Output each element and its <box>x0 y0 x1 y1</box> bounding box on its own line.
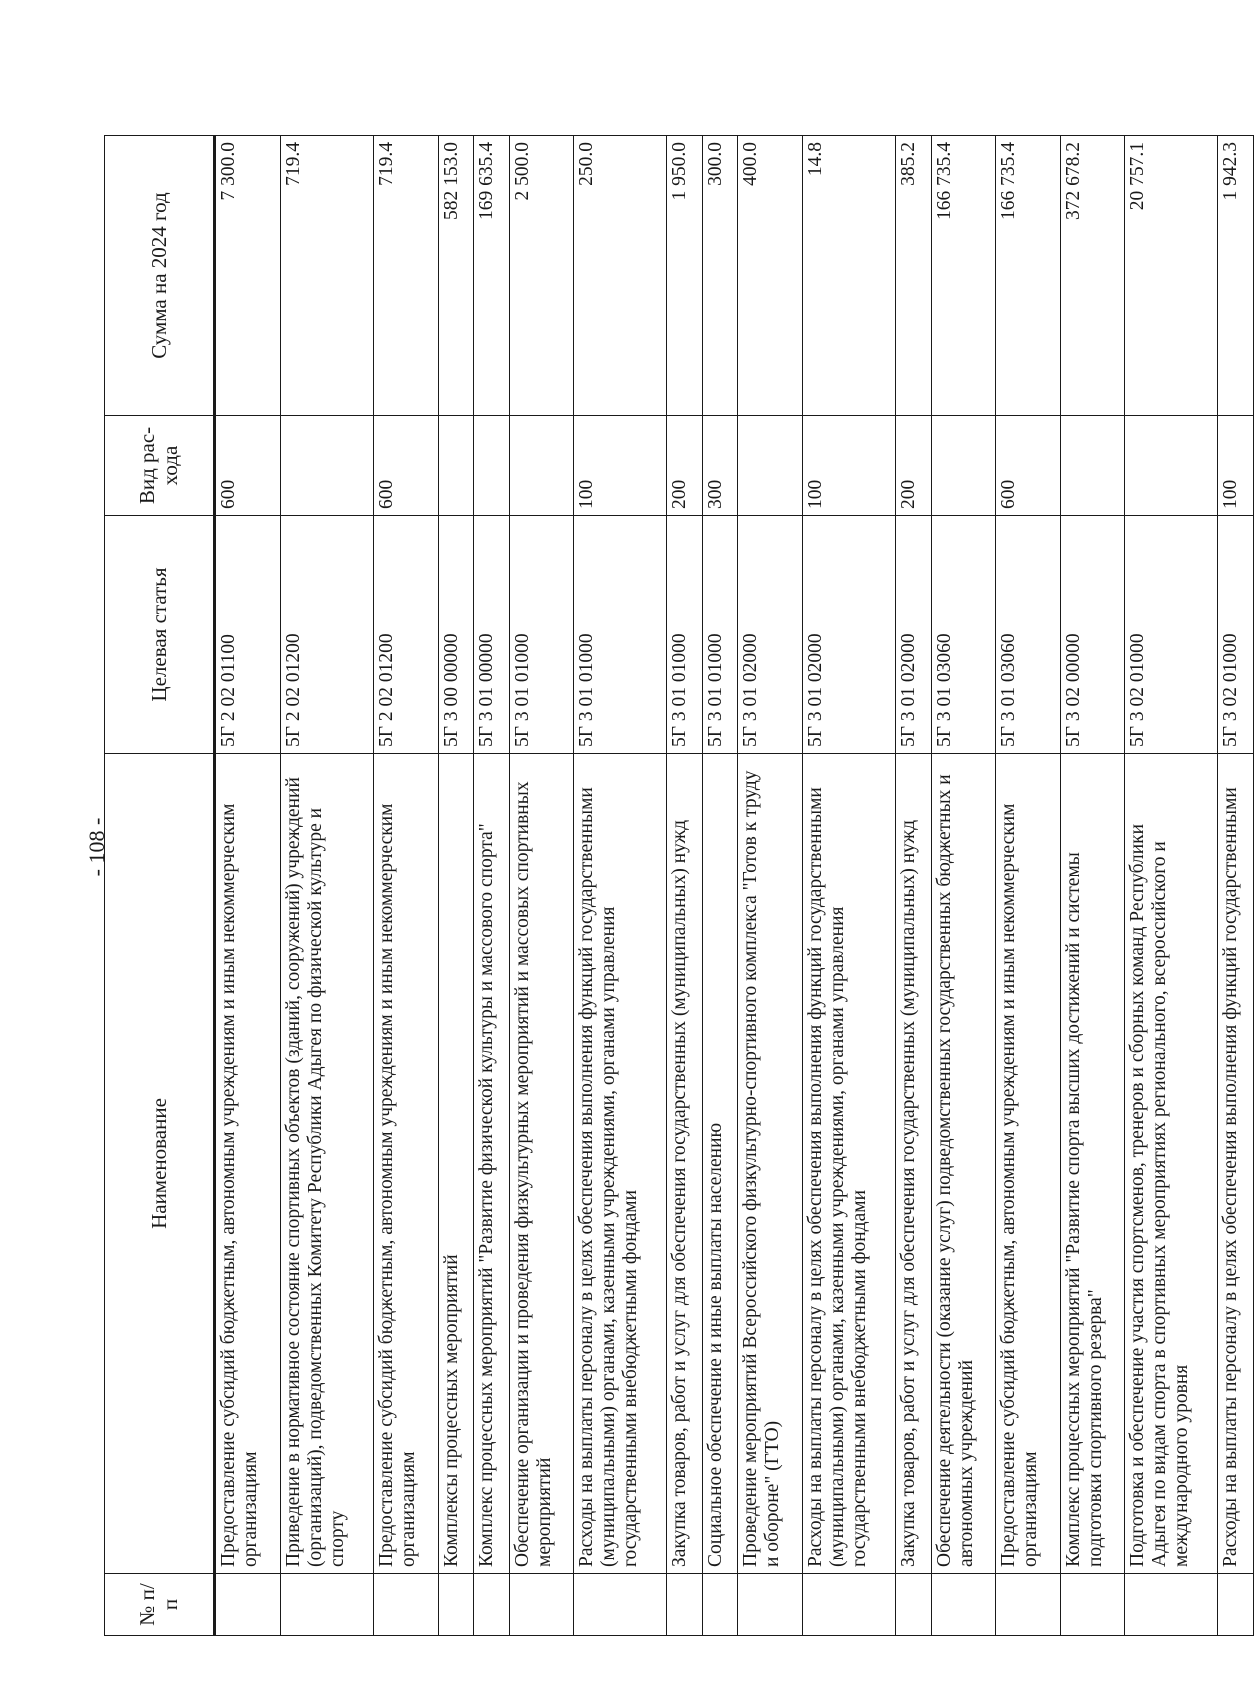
cell-code: 5Г 2 02 01200 <box>280 516 373 754</box>
cell-num <box>931 1574 995 1636</box>
cell-vr <box>931 416 995 516</box>
cell-code: 5Г 3 01 00000 <box>474 516 510 754</box>
cell-code: 5Г 3 01 03060 <box>931 516 995 754</box>
cell-name: Расходы на выплаты персоналу в целях обеспечения выполнения функций государственными (муниципальными) органами, казенными учреждениями, органами управления государственными внебюджетными фондами <box>802 754 895 1574</box>
table-row <box>509 136 573 1636</box>
cell-code: 5Г 3 01 03060 <box>996 516 1060 754</box>
table-row <box>374 136 438 1636</box>
cell-vr: 200 <box>896 416 932 516</box>
cell-name: Расходы на выплаты персоналу в целях обеспечения выполнения функций государственными <box>1218 754 1254 1574</box>
cell-sum: 20 757.1 <box>1125 136 1218 416</box>
cell-num <box>215 1574 281 1636</box>
cell-name: Обеспечение деятельности (оказание услуг) подведомственных государственных бюджетных и автономных учреждений <box>931 754 995 1574</box>
cell-num <box>896 1574 932 1636</box>
header-num: № п/п <box>105 1574 215 1636</box>
cell-name: Комплексы процессных мероприятий <box>438 754 474 1574</box>
cell-num <box>1218 1574 1254 1636</box>
header-name: Наименование <box>105 754 215 1574</box>
cell-name: Предоставление субсидий бюджетным, автономным учреждениям и иным некоммерческим организациям <box>215 754 281 1574</box>
cell-sum: 7 300.0 <box>215 136 281 416</box>
cell-num <box>574 1574 667 1636</box>
cell-vr: 300 <box>702 416 738 516</box>
cell-sum: 166 735.4 <box>996 136 1060 416</box>
cell-sum: 300.0 <box>702 136 738 416</box>
cell-sum: 14.8 <box>802 136 895 416</box>
table-row <box>738 136 802 1636</box>
page-number: - 108 - <box>84 817 109 877</box>
cell-sum: 719.4 <box>280 136 373 416</box>
cell-sum: 582 153.0 <box>438 136 474 416</box>
cell-name: Проведение мероприятий Всероссийского физкультурно-спортивного комплекса "Готов к труду и обороне" (ГТО) <box>738 754 802 1574</box>
table-header-row <box>105 136 215 1636</box>
table-row <box>280 136 373 1636</box>
cell-num <box>738 1574 802 1636</box>
cell-sum: 372 678.2 <box>1060 136 1124 416</box>
table-row <box>574 136 667 1636</box>
table-row <box>702 136 738 1636</box>
cell-num <box>474 1574 510 1636</box>
cell-sum: 169 635.4 <box>474 136 510 416</box>
cell-name: Комплекс процессных мероприятий "Развитие спорта высших достижений и системы подготовки спортивного резерва" <box>1060 754 1124 1574</box>
cell-num <box>374 1574 438 1636</box>
cell-name: Предоставление субсидий бюджетным, автономным учреждениям и иным некоммерческим организациям <box>374 754 438 1574</box>
cell-vr: 600 <box>996 416 1060 516</box>
budget-table-container <box>104 136 1254 1636</box>
cell-name: Предоставление субсидий бюджетным, автономным учреждениям и иным некоммерческим организациям <box>996 754 1060 1574</box>
table-row <box>1060 136 1124 1636</box>
cell-sum: 166 735.4 <box>931 136 995 416</box>
cell-code: 5Г 3 01 01000 <box>667 516 703 754</box>
budget-table <box>104 135 1254 1636</box>
cell-sum: 2 500.0 <box>509 136 573 416</box>
cell-vr <box>738 416 802 516</box>
cell-sum: 1 942.3 <box>1218 136 1254 416</box>
cell-vr: 100 <box>802 416 895 516</box>
table-row <box>896 136 932 1636</box>
table-row <box>931 136 995 1636</box>
cell-code: 5Г 3 01 02000 <box>896 516 932 754</box>
cell-vr <box>474 416 510 516</box>
cell-vr <box>438 416 474 516</box>
cell-name: Социальное обеспечение и иные выплаты населению <box>702 754 738 1574</box>
cell-name: Закупка товаров, работ и услуг для обеспечения государственных (муниципальных) нужд <box>667 754 703 1574</box>
cell-num <box>1125 1574 1218 1636</box>
cell-num <box>509 1574 573 1636</box>
cell-sum: 400.0 <box>738 136 802 416</box>
table-row <box>802 136 895 1636</box>
cell-vr: 200 <box>667 416 703 516</box>
cell-num <box>996 1574 1060 1636</box>
header-code: Целевая статья <box>105 516 215 754</box>
header-vr: Вид рас-хода <box>105 416 215 516</box>
cell-num <box>438 1574 474 1636</box>
cell-vr <box>509 416 573 516</box>
cell-vr <box>1125 416 1218 516</box>
cell-sum: 385.2 <box>896 136 932 416</box>
cell-code: 5Г 3 02 00000 <box>1060 516 1124 754</box>
table-row <box>1218 136 1254 1636</box>
cell-code: 5Г 3 01 01000 <box>509 516 573 754</box>
cell-name: Обеспечение организации и проведения физкультурных мероприятий и массовых спортивных мероприятий <box>509 754 573 1574</box>
cell-name: Комплекс процессных мероприятий "Развитие физической культуры и массового спорта" <box>474 754 510 1574</box>
cell-code: 5Г 3 01 01000 <box>702 516 738 754</box>
table-row <box>667 136 703 1636</box>
cell-vr: 600 <box>374 416 438 516</box>
cell-code: 5Г 2 02 01100 <box>215 516 281 754</box>
table-row <box>215 136 281 1636</box>
cell-code: 5Г 3 02 01000 <box>1218 516 1254 754</box>
cell-num <box>1060 1574 1124 1636</box>
table-row <box>996 136 1060 1636</box>
cell-sum: 719.4 <box>374 136 438 416</box>
cell-code: 5Г 3 01 01000 <box>574 516 667 754</box>
cell-num <box>667 1574 703 1636</box>
cell-num <box>702 1574 738 1636</box>
cell-num <box>280 1574 373 1636</box>
cell-code: 5Г 3 00 00000 <box>438 516 474 754</box>
cell-num <box>802 1574 895 1636</box>
cell-code: 5Г 3 02 01000 <box>1125 516 1218 754</box>
header-sum: Сумма на 2024 год <box>105 136 215 416</box>
cell-sum: 1 950.0 <box>667 136 703 416</box>
cell-name: Расходы на выплаты персоналу в целях обеспечения выполнения функций государственными (муниципальными) органами, казенными учреждениями, органами управления государственными внебюджетными фондами <box>574 754 667 1574</box>
cell-vr: 100 <box>574 416 667 516</box>
cell-code: 5Г 2 02 01200 <box>374 516 438 754</box>
cell-code: 5Г 3 01 02000 <box>738 516 802 754</box>
cell-vr <box>280 416 373 516</box>
table-row <box>474 136 510 1636</box>
table-row <box>438 136 474 1636</box>
cell-vr: 600 <box>215 416 281 516</box>
cell-name: Подготовка и обеспечение участия спортсменов, тренеров и сборных команд Республики Адыгея по видам спорта в спортивных мероприятиях регионального, всероссийского и международного уровня <box>1125 754 1218 1574</box>
cell-vr: 100 <box>1218 416 1254 516</box>
cell-name: Закупка товаров, работ и услуг для обеспечения государственных (муниципальных) нужд <box>896 754 932 1574</box>
cell-sum: 250.0 <box>574 136 667 416</box>
table-row <box>1125 136 1218 1636</box>
cell-name: Приведение в нормативное состояние спортивных объектов (зданий, сооружений) учреждений (организаций), подведомственных Комитету Республики Адыгея по физической культуре и спорту <box>280 754 373 1574</box>
cell-vr <box>1060 416 1124 516</box>
cell-code: 5Г 3 01 02000 <box>802 516 895 754</box>
